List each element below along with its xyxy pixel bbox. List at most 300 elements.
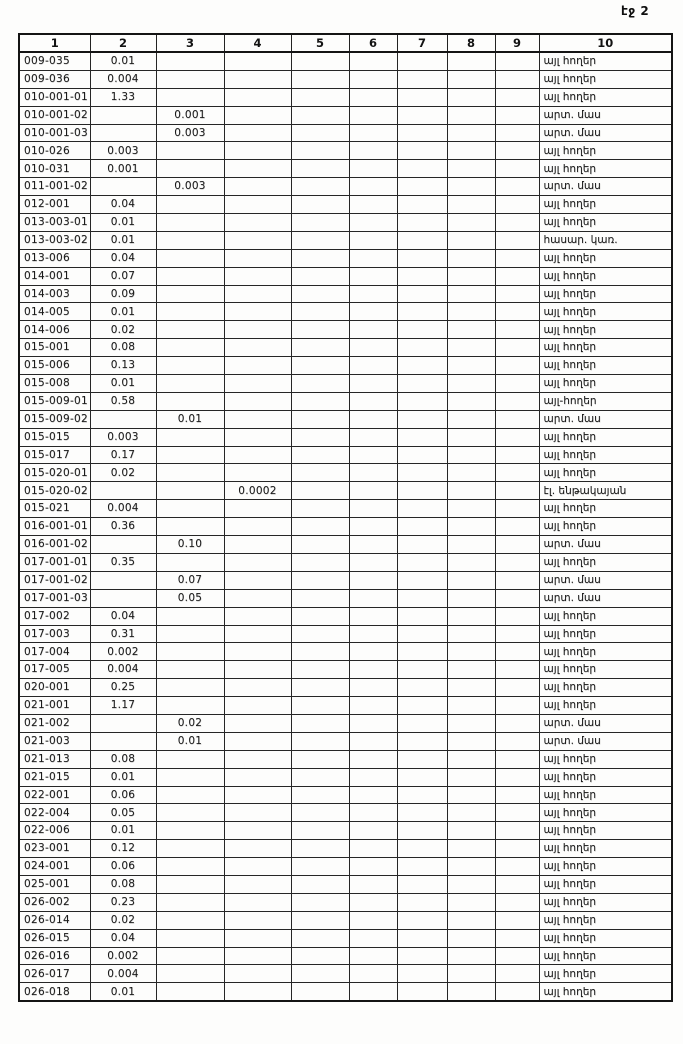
value-cell — [156, 214, 224, 232]
parcel-code-cell: 017-002 — [19, 607, 90, 625]
value-cell — [224, 804, 291, 822]
value-cell — [495, 589, 539, 607]
parcel-code-cell: 026-018 — [19, 983, 90, 1001]
value-cell — [447, 88, 495, 106]
value-cell — [495, 70, 539, 88]
value-cell — [495, 536, 539, 554]
value-cell — [156, 607, 224, 625]
value-cell — [349, 446, 397, 464]
table-row — [19, 893, 672, 911]
parcel-code-cell: 015-021 — [19, 500, 90, 518]
value-cell — [156, 500, 224, 518]
value-cell — [291, 714, 349, 732]
table-row — [19, 267, 672, 285]
parcel-code-cell: 025-001 — [19, 875, 90, 893]
value-cell — [397, 536, 447, 554]
value-cell — [397, 357, 447, 375]
value-cell — [495, 786, 539, 804]
parcel-code-cell: 023-001 — [19, 840, 90, 858]
value-cell — [291, 965, 349, 983]
value-cell: 0.004 — [90, 661, 156, 679]
value-cell — [224, 518, 291, 536]
value-cell — [397, 178, 447, 196]
value-cell — [495, 661, 539, 679]
value-cell: 0.01 — [90, 303, 156, 321]
value-cell — [224, 589, 291, 607]
value-cell: 0.003 — [90, 142, 156, 160]
value-cell — [291, 858, 349, 876]
value-cell — [447, 714, 495, 732]
value-cell — [349, 965, 397, 983]
table-row — [19, 786, 672, 804]
value-cell: 0.08 — [90, 339, 156, 357]
land-type-cell: այլ հողեր — [539, 88, 672, 106]
land-type-cell: այլ հողեր — [539, 446, 672, 464]
value-cell — [224, 124, 291, 142]
parcel-code-cell: 014-003 — [19, 285, 90, 303]
value-cell — [495, 768, 539, 786]
value-cell — [156, 643, 224, 661]
value-cell — [156, 858, 224, 876]
value-cell — [495, 339, 539, 357]
value-cell — [397, 893, 447, 911]
value-cell — [224, 339, 291, 357]
value-cell — [224, 392, 291, 410]
table-row — [19, 732, 672, 750]
value-cell — [291, 553, 349, 571]
land-type-cell: արտ. մաս — [539, 589, 672, 607]
value-cell — [495, 446, 539, 464]
value-cell — [495, 303, 539, 321]
value-cell — [349, 643, 397, 661]
value-cell — [349, 553, 397, 571]
value-cell — [291, 804, 349, 822]
value-cell — [349, 625, 397, 643]
table-row — [19, 571, 672, 589]
value-cell — [495, 142, 539, 160]
parcel-code-cell: 009-035 — [19, 52, 90, 70]
value-cell — [291, 786, 349, 804]
value-cell — [291, 375, 349, 393]
value-cell — [349, 714, 397, 732]
value-cell — [90, 124, 156, 142]
land-type-cell: այլ հողեր — [539, 518, 672, 536]
parcel-code-cell: 017-001-03 — [19, 589, 90, 607]
value-cell — [447, 643, 495, 661]
value-cell — [349, 321, 397, 339]
value-cell — [349, 536, 397, 554]
value-cell: 0.04 — [90, 196, 156, 214]
value-cell — [291, 518, 349, 536]
value-cell: 0.01 — [90, 231, 156, 249]
land-type-cell: այլ հողեր — [539, 840, 672, 858]
land-type-cell: այլ հողեր — [539, 303, 672, 321]
value-cell — [447, 571, 495, 589]
value-cell — [397, 697, 447, 715]
value-cell — [397, 518, 447, 536]
value-cell — [224, 858, 291, 876]
value-cell — [349, 732, 397, 750]
value-cell — [349, 822, 397, 840]
land-type-cell: այլ հողեր — [539, 750, 672, 768]
value-cell — [291, 428, 349, 446]
value-cell — [495, 214, 539, 232]
value-cell — [291, 625, 349, 643]
parcel-code-cell: 009-036 — [19, 70, 90, 88]
table-row — [19, 464, 672, 482]
value-cell — [495, 929, 539, 947]
value-cell — [156, 357, 224, 375]
value-cell: 0.004 — [90, 965, 156, 983]
value-cell — [397, 285, 447, 303]
value-cell: 0.01 — [156, 732, 224, 750]
land-type-cell: այլ հողեր — [539, 214, 672, 232]
column-header-3: 3 — [156, 34, 224, 52]
parcel-code-cell: 017-005 — [19, 661, 90, 679]
value-cell — [397, 768, 447, 786]
table-row — [19, 679, 672, 697]
parcel-code-cell: 015-020-01 — [19, 464, 90, 482]
land-type-cell: այլ հողեր — [539, 625, 672, 643]
value-cell — [224, 536, 291, 554]
parcel-code-cell: 021-015 — [19, 768, 90, 786]
value-cell — [224, 428, 291, 446]
value-cell — [224, 875, 291, 893]
value-cell — [447, 536, 495, 554]
value-cell — [447, 178, 495, 196]
value-cell — [397, 714, 447, 732]
parcel-code-cell: 021-013 — [19, 750, 90, 768]
parcel-code-cell: 026-016 — [19, 947, 90, 965]
value-cell — [397, 983, 447, 1001]
value-cell — [224, 893, 291, 911]
value-cell: 0.05 — [156, 589, 224, 607]
value-cell — [349, 661, 397, 679]
value-cell — [495, 875, 539, 893]
value-cell — [349, 249, 397, 267]
value-cell — [291, 571, 349, 589]
value-cell — [291, 840, 349, 858]
value-cell — [349, 947, 397, 965]
value-cell — [349, 285, 397, 303]
value-cell — [397, 911, 447, 929]
value-cell: 0.07 — [156, 571, 224, 589]
parcel-code-cell: 017-003 — [19, 625, 90, 643]
value-cell — [397, 392, 447, 410]
table-row — [19, 285, 672, 303]
value-cell — [447, 840, 495, 858]
value-cell — [447, 285, 495, 303]
column-header-2: 2 — [90, 34, 156, 52]
value-cell: 0.001 — [90, 160, 156, 178]
table-row — [19, 625, 672, 643]
value-cell — [397, 142, 447, 160]
value-cell — [447, 267, 495, 285]
value-cell: 0.003 — [156, 124, 224, 142]
value-cell — [397, 249, 447, 267]
table-row — [19, 446, 672, 464]
table-row — [19, 822, 672, 840]
value-cell — [90, 536, 156, 554]
column-header-1: 1 — [19, 34, 90, 52]
value-cell — [495, 267, 539, 285]
value-cell — [495, 392, 539, 410]
value-cell — [291, 822, 349, 840]
value-cell — [156, 231, 224, 249]
value-cell — [291, 500, 349, 518]
land-type-cell: այլ հողեր — [539, 375, 672, 393]
value-cell — [447, 196, 495, 214]
parcel-code-cell: 024-001 — [19, 858, 90, 876]
table-row — [19, 858, 672, 876]
column-header-8: 8 — [447, 34, 495, 52]
value-cell — [156, 983, 224, 1001]
value-cell — [397, 661, 447, 679]
value-cell — [447, 983, 495, 1001]
value-cell — [495, 983, 539, 1001]
value-cell — [397, 822, 447, 840]
value-cell — [291, 70, 349, 88]
value-cell — [224, 500, 291, 518]
value-cell — [495, 714, 539, 732]
value-cell: 1.33 — [90, 88, 156, 106]
column-header-5: 5 — [291, 34, 349, 52]
land-type-cell: այլ հողեր — [539, 768, 672, 786]
table-header-row — [19, 34, 672, 52]
value-cell — [156, 482, 224, 500]
table-row — [19, 178, 672, 196]
value-cell — [447, 875, 495, 893]
value-cell — [349, 875, 397, 893]
parcel-code-cell: 010-026 — [19, 142, 90, 160]
land-type-cell: հասար. կառ. — [539, 231, 672, 249]
value-cell — [495, 947, 539, 965]
value-cell — [291, 893, 349, 911]
value-cell — [156, 160, 224, 178]
land-type-cell: այլ հողեր — [539, 893, 672, 911]
value-cell — [224, 732, 291, 750]
table-row — [19, 410, 672, 428]
value-cell: 0.01 — [90, 52, 156, 70]
value-cell — [156, 285, 224, 303]
value-cell — [495, 697, 539, 715]
value-cell — [156, 822, 224, 840]
value-cell — [495, 804, 539, 822]
value-cell — [447, 911, 495, 929]
value-cell — [156, 947, 224, 965]
value-cell — [495, 124, 539, 142]
column-header-9: 9 — [495, 34, 539, 52]
table-row — [19, 392, 672, 410]
value-cell — [447, 339, 495, 357]
value-cell — [156, 249, 224, 267]
parcel-code-cell: 012-001 — [19, 196, 90, 214]
land-type-cell: արտ. մաս — [539, 106, 672, 124]
value-cell — [447, 965, 495, 983]
table-row — [19, 231, 672, 249]
value-cell — [447, 553, 495, 571]
table-row — [19, 52, 672, 70]
value-cell — [90, 106, 156, 124]
value-cell — [397, 196, 447, 214]
value-cell — [495, 571, 539, 589]
value-cell: 1.17 — [90, 697, 156, 715]
value-cell — [397, 804, 447, 822]
land-type-cell: արտ. մաս — [539, 732, 672, 750]
value-cell: 0.01 — [90, 768, 156, 786]
table-row — [19, 875, 672, 893]
value-cell — [224, 267, 291, 285]
table-row — [19, 249, 672, 267]
value-cell — [447, 249, 495, 267]
value-cell — [349, 858, 397, 876]
value-cell — [349, 571, 397, 589]
value-cell — [495, 482, 539, 500]
value-cell: 0.07 — [90, 267, 156, 285]
land-type-cell: այլ հողեր — [539, 607, 672, 625]
value-cell — [291, 160, 349, 178]
land-type-cell: այլ հողեր — [539, 70, 672, 88]
value-cell — [495, 553, 539, 571]
parcel-code-cell: 010-001-03 — [19, 124, 90, 142]
value-cell: 0.0002 — [224, 482, 291, 500]
value-cell — [156, 339, 224, 357]
value-cell — [447, 768, 495, 786]
value-cell — [447, 697, 495, 715]
value-cell — [397, 124, 447, 142]
value-cell — [447, 214, 495, 232]
value-cell — [397, 482, 447, 500]
value-cell — [224, 178, 291, 196]
value-cell — [397, 589, 447, 607]
value-cell — [495, 52, 539, 70]
value-cell — [156, 679, 224, 697]
value-cell — [349, 911, 397, 929]
table-row — [19, 714, 672, 732]
value-cell — [224, 965, 291, 983]
table-row — [19, 70, 672, 88]
value-cell — [349, 52, 397, 70]
value-cell: 0.08 — [90, 750, 156, 768]
value-cell — [447, 231, 495, 249]
value-cell: 0.04 — [90, 249, 156, 267]
table-row — [19, 607, 672, 625]
value-cell: 0.35 — [90, 553, 156, 571]
parcel-code-cell: 022-006 — [19, 822, 90, 840]
value-cell — [349, 518, 397, 536]
value-cell — [447, 607, 495, 625]
table-row — [19, 142, 672, 160]
value-cell — [447, 804, 495, 822]
table-row — [19, 911, 672, 929]
value-cell — [349, 500, 397, 518]
table-row — [19, 321, 672, 339]
value-cell — [495, 160, 539, 178]
value-cell — [349, 840, 397, 858]
parcel-code-cell: 013-006 — [19, 249, 90, 267]
value-cell — [397, 70, 447, 88]
value-cell — [349, 124, 397, 142]
parcel-code-cell: 026-017 — [19, 965, 90, 983]
land-type-cell: այլ հողեր — [539, 929, 672, 947]
value-cell — [156, 929, 224, 947]
value-cell — [447, 410, 495, 428]
value-cell — [291, 768, 349, 786]
value-cell — [156, 303, 224, 321]
parcel-code-cell: 015-009-01 — [19, 392, 90, 410]
value-cell — [291, 732, 349, 750]
table-row — [19, 589, 672, 607]
value-cell — [156, 392, 224, 410]
value-cell — [90, 589, 156, 607]
land-type-cell: այլ հողեր — [539, 947, 672, 965]
value-cell — [447, 929, 495, 947]
parcel-code-cell: 015-008 — [19, 375, 90, 393]
value-cell — [447, 375, 495, 393]
parcel-code-cell: 016-001-02 — [19, 536, 90, 554]
land-type-cell: այլ հողեր — [539, 875, 672, 893]
value-cell — [224, 106, 291, 124]
value-cell — [156, 840, 224, 858]
value-cell — [224, 196, 291, 214]
value-cell — [495, 500, 539, 518]
value-cell: 0.12 — [90, 840, 156, 858]
value-cell — [495, 840, 539, 858]
value-cell — [291, 947, 349, 965]
value-cell — [156, 518, 224, 536]
land-type-cell: այլ հողեր — [539, 464, 672, 482]
value-cell — [397, 625, 447, 643]
land-type-cell: այլ հողեր — [539, 160, 672, 178]
value-cell: 0.01 — [90, 375, 156, 393]
value-cell — [447, 786, 495, 804]
value-cell — [291, 88, 349, 106]
land-type-cell: այլ հողեր — [539, 52, 672, 70]
value-cell — [447, 661, 495, 679]
value-cell — [291, 983, 349, 1001]
parcel-code-cell: 017-001-01 — [19, 553, 90, 571]
value-cell — [291, 410, 349, 428]
value-cell — [447, 160, 495, 178]
value-cell: 0.003 — [90, 428, 156, 446]
value-cell: 0.004 — [90, 500, 156, 518]
table-row — [19, 983, 672, 1001]
value-cell — [349, 482, 397, 500]
value-cell — [224, 88, 291, 106]
value-cell — [90, 178, 156, 196]
value-cell — [397, 965, 447, 983]
value-cell — [291, 464, 349, 482]
value-cell — [349, 410, 397, 428]
land-type-cell: այլ հողեր — [539, 804, 672, 822]
value-cell: 0.04 — [90, 607, 156, 625]
value-cell — [291, 446, 349, 464]
value-cell — [397, 858, 447, 876]
table-row — [19, 303, 672, 321]
land-parcel-table — [18, 33, 673, 1002]
land-type-cell: այլ հողեր — [539, 428, 672, 446]
value-cell — [447, 947, 495, 965]
table-row — [19, 697, 672, 715]
value-cell — [224, 643, 291, 661]
value-cell — [224, 553, 291, 571]
land-type-cell: այլ հողեր — [539, 249, 672, 267]
table-row — [19, 196, 672, 214]
value-cell — [495, 178, 539, 196]
value-cell — [349, 464, 397, 482]
value-cell — [224, 160, 291, 178]
value-cell — [495, 858, 539, 876]
